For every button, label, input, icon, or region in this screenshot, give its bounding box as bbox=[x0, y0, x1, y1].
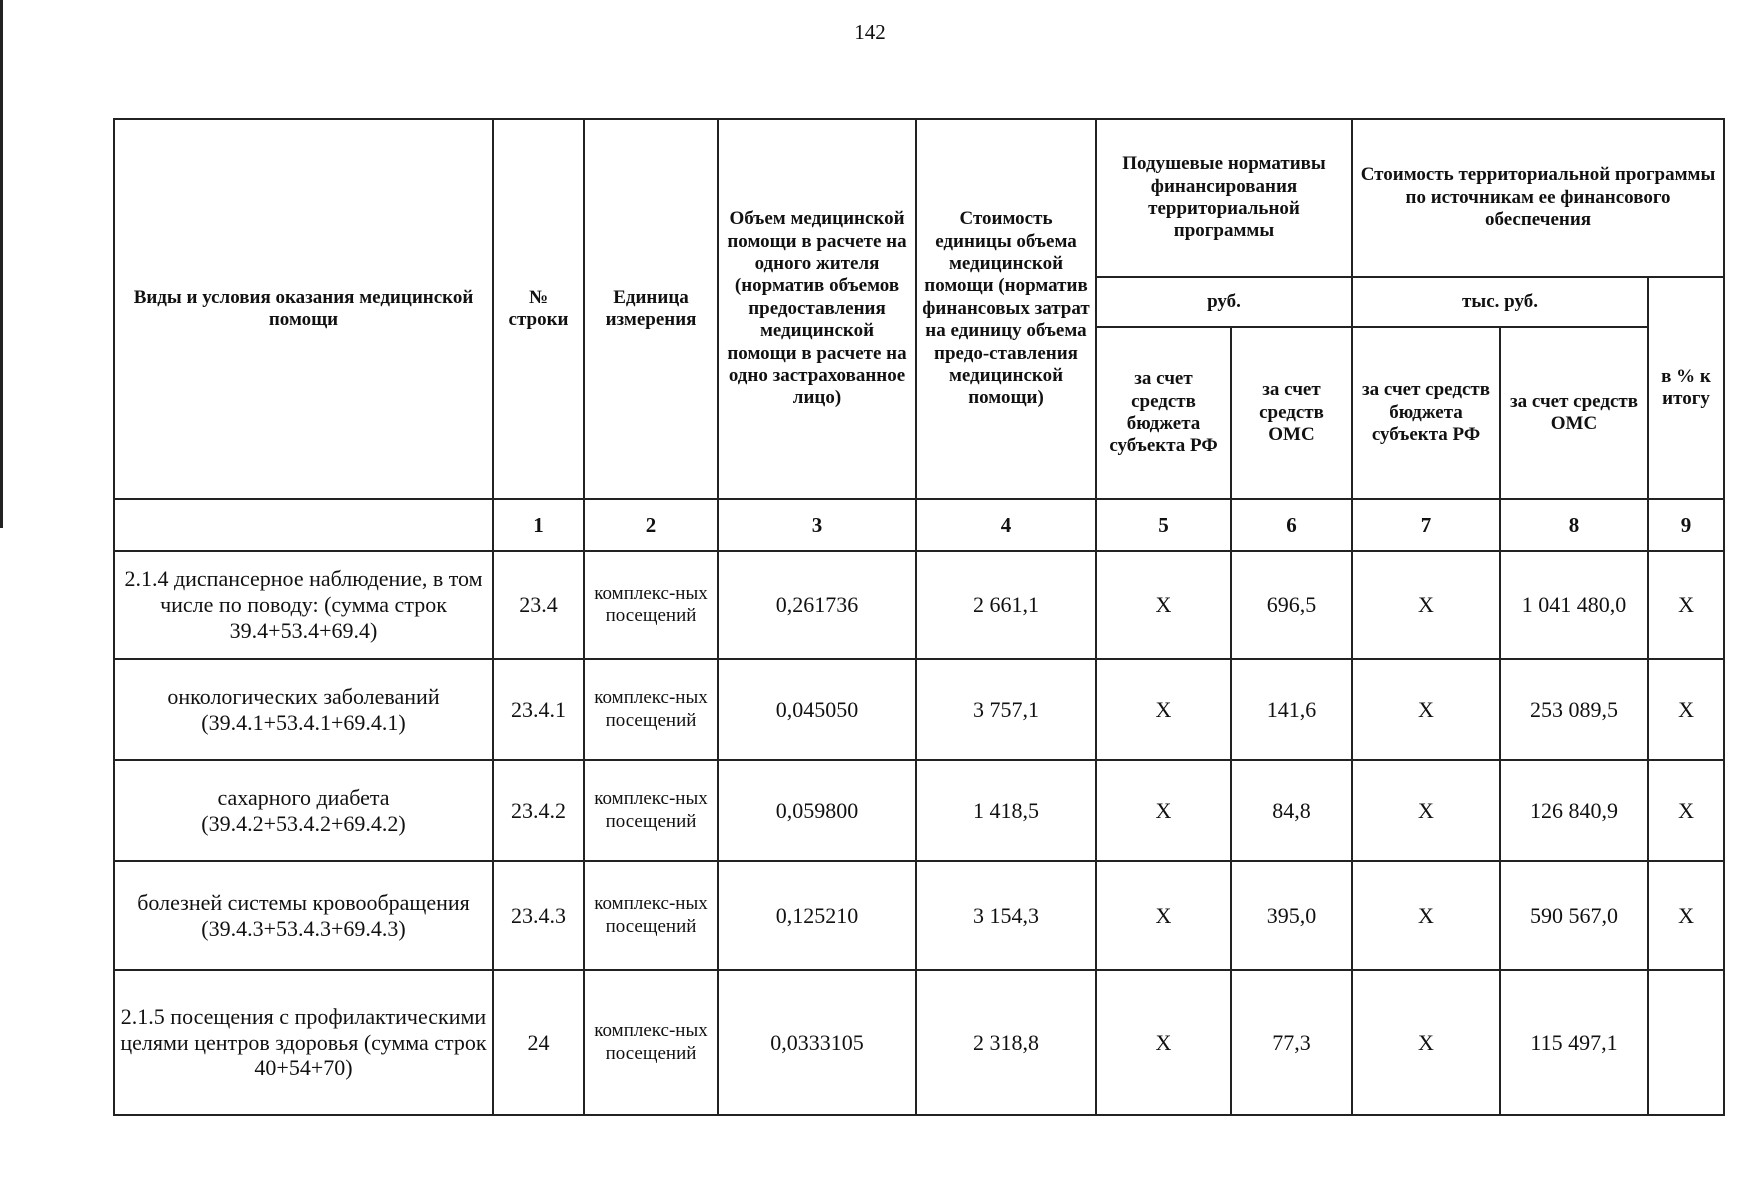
row-unit: комплекс-ных посещений bbox=[584, 760, 718, 861]
row-line-number: 24 bbox=[493, 970, 584, 1115]
row-name: сахарного диабета (39.4.2+53.4.2+69.4.2) bbox=[114, 760, 493, 861]
row-name: онкологических заболеваний (39.4.1+53.4.1+69.4.1) bbox=[114, 659, 493, 760]
row-program-budget: X bbox=[1352, 970, 1500, 1115]
page-number: 142 bbox=[854, 20, 886, 44]
column-number: 9 bbox=[1648, 499, 1724, 551]
header-unit-rub: руб. bbox=[1096, 277, 1352, 327]
row-program-budget: X bbox=[1352, 551, 1500, 659]
row-volume: 0,0333105 bbox=[718, 970, 916, 1115]
header-unit-cost: Стоимость единицы объема медицинской помощи (норматив финансовых затрат на единицу объема предо-ставления медицинской помощи) bbox=[916, 119, 1096, 499]
header-row-1 bbox=[114, 119, 1724, 277]
row-per-capita-budget: X bbox=[1096, 760, 1231, 861]
header-per-capita-group: Подушевые нормативы финансирования территориальной программы bbox=[1096, 119, 1352, 277]
row-per-capita-oms: 77,3 bbox=[1231, 970, 1352, 1115]
row-program-oms: 115 497,1 bbox=[1500, 970, 1648, 1115]
row-unit-cost: 3 154,3 bbox=[916, 861, 1096, 970]
row-program-oms: 1 041 480,0 bbox=[1500, 551, 1648, 659]
row-unit-cost: 3 757,1 bbox=[916, 659, 1096, 760]
row-percent-total: X bbox=[1648, 659, 1724, 760]
left-margin-line bbox=[0, 0, 3, 528]
row-unit-cost: 2 661,1 bbox=[916, 551, 1096, 659]
header-oms-thousand: за счет средств ОМС bbox=[1500, 327, 1648, 499]
table-row bbox=[114, 861, 1724, 970]
row-name: 2.1.4 диспансерное наблюдение, в том числе по поводу: (сумма строк 39.4+53.4+69.4) bbox=[114, 551, 493, 659]
header-unit: Единица измерения bbox=[584, 119, 718, 499]
row-program-budget: X bbox=[1352, 760, 1500, 861]
table-row bbox=[114, 659, 1724, 760]
column-number-row bbox=[114, 499, 1724, 551]
row-unit: комплекс-ных посещений bbox=[584, 970, 718, 1115]
header-volume: Объем медицинской помощи в расчете на одного жителя (норматив объемов предоставления медицинской помощи в расчете на одно застрахованное лицо) bbox=[718, 119, 916, 499]
row-per-capita-budget: X bbox=[1096, 970, 1231, 1115]
row-line-number: 23.4.3 bbox=[493, 861, 584, 970]
table-row bbox=[114, 760, 1724, 861]
column-number: 8 bbox=[1500, 499, 1648, 551]
financing-table bbox=[113, 118, 1725, 1116]
row-program-oms: 590 567,0 bbox=[1500, 861, 1648, 970]
row-volume: 0,045050 bbox=[718, 659, 916, 760]
row-percent-total bbox=[1648, 970, 1724, 1115]
row-percent-total: X bbox=[1648, 861, 1724, 970]
column-number: 5 bbox=[1096, 499, 1231, 551]
row-name: болезней системы кровообращения (39.4.3+53.4.3+69.4.3) bbox=[114, 861, 493, 970]
row-per-capita-budget: X bbox=[1096, 861, 1231, 970]
row-unit-cost: 2 318,8 bbox=[916, 970, 1096, 1115]
row-per-capita-oms: 395,0 bbox=[1231, 861, 1352, 970]
header-line-number: № строки bbox=[493, 119, 584, 499]
row-unit: комплекс-ных посещений bbox=[584, 659, 718, 760]
header-percent-total: в % к итогу bbox=[1648, 277, 1724, 499]
header-unit-thousand-rub: тыс. руб. bbox=[1352, 277, 1648, 327]
row-unit: комплекс-ных посещений bbox=[584, 551, 718, 659]
row-volume: 0,261736 bbox=[718, 551, 916, 659]
row-per-capita-oms: 84,8 bbox=[1231, 760, 1352, 861]
row-program-budget: X bbox=[1352, 659, 1500, 760]
row-per-capita-budget: X bbox=[1096, 551, 1231, 659]
row-volume: 0,125210 bbox=[718, 861, 916, 970]
row-percent-total: X bbox=[1648, 760, 1724, 861]
row-line-number: 23.4.1 bbox=[493, 659, 584, 760]
header-budget-subject-rub: за счет средств бюджета субъекта РФ bbox=[1096, 327, 1231, 499]
row-program-oms: 253 089,5 bbox=[1500, 659, 1648, 760]
column-number: 4 bbox=[916, 499, 1096, 551]
column-number: 3 bbox=[718, 499, 916, 551]
column-number: 7 bbox=[1352, 499, 1500, 551]
row-per-capita-budget: X bbox=[1096, 659, 1231, 760]
row-unit: комплекс-ных посещений bbox=[584, 861, 718, 970]
row-per-capita-oms: 696,5 bbox=[1231, 551, 1352, 659]
row-name: 2.1.5 посещения с профилактическими целями центров здоровья (сумма строк 40+54+70) bbox=[114, 970, 493, 1115]
column-number: 2 bbox=[584, 499, 718, 551]
row-percent-total: X bbox=[1648, 551, 1724, 659]
header-kinds-of-care: Виды и условия оказания медицинской помощи bbox=[114, 119, 493, 499]
header-program-cost-group: Стоимость территориальной программы по источникам ее финансового обеспечения bbox=[1352, 119, 1724, 277]
row-unit-cost: 1 418,5 bbox=[916, 760, 1096, 861]
row-per-capita-oms: 141,6 bbox=[1231, 659, 1352, 760]
row-program-budget: X bbox=[1352, 861, 1500, 970]
row-volume: 0,059800 bbox=[718, 760, 916, 861]
table-row bbox=[114, 551, 1724, 659]
column-number: 6 bbox=[1231, 499, 1352, 551]
row-line-number: 23.4 bbox=[493, 551, 584, 659]
column-number: 1 bbox=[493, 499, 584, 551]
table-row bbox=[114, 970, 1724, 1115]
row-program-oms: 126 840,9 bbox=[1500, 760, 1648, 861]
row-line-number: 23.4.2 bbox=[493, 760, 584, 861]
header-oms-rub: за счет средств ОМС bbox=[1231, 327, 1352, 499]
column-number-blank bbox=[114, 499, 493, 551]
header-budget-subject-thousand: за счет средств бюджета субъекта РФ bbox=[1352, 327, 1500, 499]
